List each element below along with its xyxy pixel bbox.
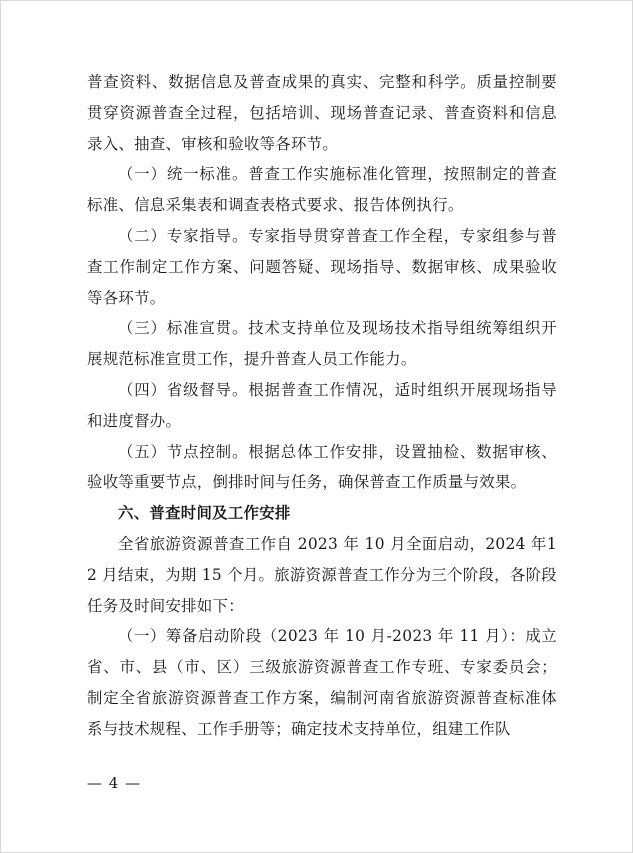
paragraph-schedule-overview [87, 529, 557, 621]
paragraph-node-control [87, 437, 557, 499]
text-line: 阶段任务及时间安排如下： [87, 565, 557, 615]
text-line: 12 月结束，为期 15 个月。旅游资源普查工作分为三个阶段，各 [87, 534, 557, 584]
text-line: （四）省级督导。根据普查工作情况，适时组织开展现场指 [118, 380, 542, 399]
text-line: 导和进度督办。 [87, 380, 557, 430]
section-heading: 六、普查时间及工作安排 [118, 504, 291, 523]
text-line: 体系与技术规程、工作手册等；确定技术支持单位，组建工作队 [87, 688, 557, 738]
text-line: 信息录入、抽查、审核和验收等各环节。 [87, 103, 557, 153]
page-number: — 4 — [87, 774, 142, 792]
text-line: 普查资料、数据信息及普查成果的真实、完整和科学。质量控制 [87, 73, 542, 91]
paragraph-expert-guidance [87, 221, 557, 313]
document-body [87, 67, 557, 745]
text-line: 开展规范标准宣贯工作，提升普查人员工作能力。 [87, 319, 557, 369]
paragraph-provincial-supervision [87, 375, 557, 437]
text-line: 验收等各环节。 [87, 257, 557, 307]
text-line: 普查工作制定工作方案、问题答疑、现场指导、数据审核、成果 [87, 226, 557, 276]
paragraph-standards-promotion [87, 313, 557, 375]
text-line: （二）专家指导。专家指导贯穿普查工作全程，专家组参与 [118, 226, 542, 245]
text-line: 查标准、信息采集表和调查表格式要求、报告体例执行。 [87, 165, 557, 215]
paragraph-stage-one [87, 621, 557, 744]
text-line: （一）统一标准。普查工作实施标准化管理，按照制定的普 [118, 165, 542, 184]
text-line: 省、市、县（市、区）三级旅游资源普查工作专班、专家委员会； [87, 658, 557, 677]
text-line: 制定全省旅游资源普查工作方案，编制河南省旅游资源普查标准 [87, 688, 542, 707]
text-line: （一）筹备启动阶段（2023 年 10 月-2023 年 11 月）：成立 [118, 627, 557, 646]
paragraph-quality-control [87, 67, 557, 159]
text-line: 要贯穿资源普查全过程，包括培训、现场普查记录、普查资料和 [87, 73, 557, 122]
paragraph-unified-standards [87, 159, 557, 221]
text-line: 全省旅游资源普查工作自 2023 年 10 月全面启动，2024 年 [118, 534, 547, 553]
text-line: （三）标准宣贯。技术支持单位及现场技术指导组统筹组织 [118, 319, 542, 338]
text-line: （五）节点控制。根据总体工作安排，设置抽检、数据审核、 [118, 442, 557, 461]
text-line: 验收等重要节点，倒排时间与任务，确保普查工作质量与效果。 [87, 473, 527, 492]
